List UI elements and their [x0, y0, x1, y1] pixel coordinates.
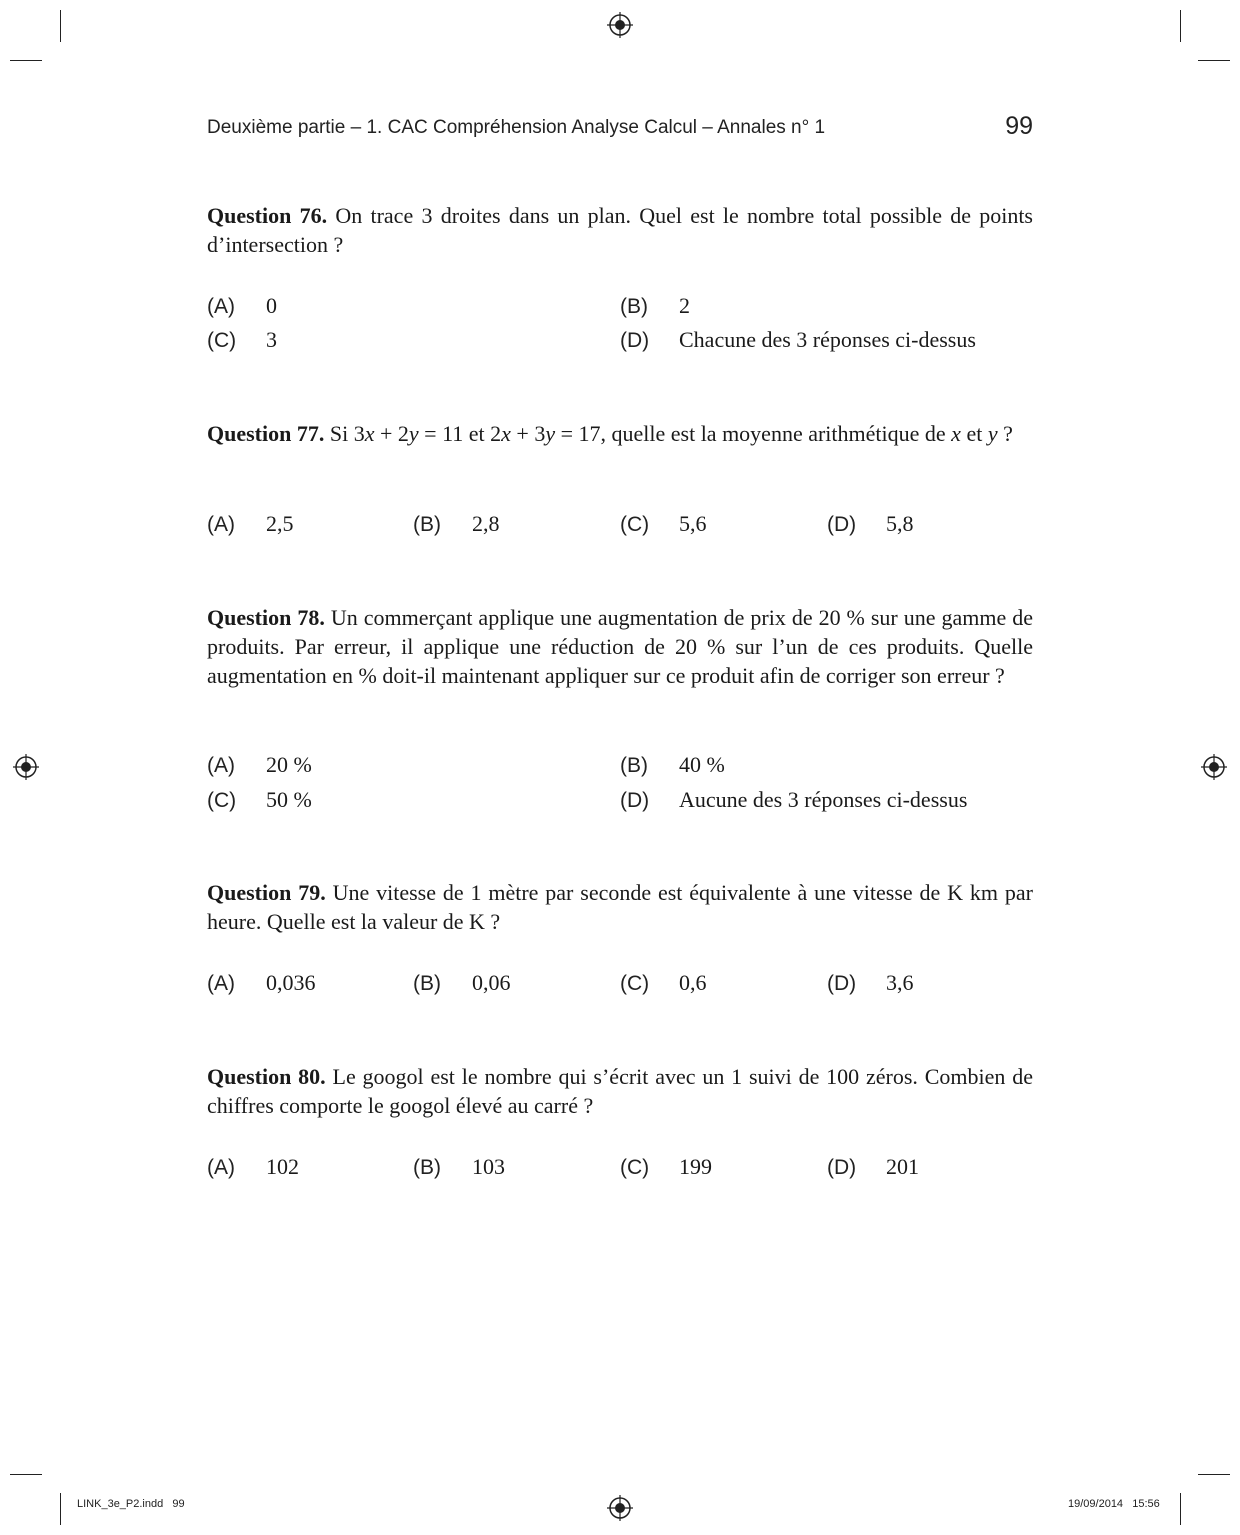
- option-c: [207, 327, 277, 353]
- option-c: [620, 970, 707, 996]
- option-b: [413, 970, 511, 996]
- question-body: On trace 3 droites dans un plan. Quel est le nombre total possible de points d’intersection ?: [207, 203, 1033, 257]
- question-body: Si 3x + 2y = 11 et 2x + 3y = 17, quelle est la moyenne arithmétique de x et y ?: [329, 421, 1013, 446]
- option-d: [827, 1154, 919, 1180]
- option-a: [207, 1154, 299, 1180]
- option-letter: (C): [207, 329, 237, 352]
- option-c: [207, 787, 312, 813]
- question-body: Un commerçant applique une augmentation de prix de 20 % sur une gamme de produits. Par erreur, il applique une réduction de 20 % sur l’un de ces produits. Quelle augmentation en % doit-il maintenant appliquer sur ce produit afin de corriger son erreur ?: [207, 605, 1034, 688]
- option-value: 2: [679, 293, 690, 318]
- option-b: [413, 1154, 505, 1180]
- option-letter: (B): [620, 295, 648, 318]
- crop-mark: [1180, 10, 1181, 42]
- running-head: [207, 112, 1033, 140]
- registration-mark-icon: [607, 12, 633, 38]
- option-letter: (B): [413, 972, 441, 995]
- option-value: 50 %: [266, 787, 312, 812]
- option-a: [207, 752, 312, 778]
- option-value: 3: [266, 327, 277, 352]
- crop-mark: [1198, 60, 1230, 61]
- question-label: Question 78.: [207, 605, 325, 630]
- option-letter: (B): [413, 1156, 441, 1179]
- option-value: 199: [679, 1154, 712, 1179]
- option-letter: (A): [207, 295, 235, 318]
- question-78-text: [207, 603, 1033, 690]
- option-d: [620, 327, 976, 353]
- option-letter: (C): [207, 789, 237, 812]
- option-d: [620, 787, 967, 813]
- option-letter: (D): [620, 329, 650, 352]
- option-value: 0,06: [472, 970, 511, 995]
- question-label: Question 76.: [207, 203, 328, 228]
- option-letter: (A): [207, 754, 235, 777]
- question-76-text: [207, 201, 1033, 259]
- option-a: [207, 970, 316, 996]
- option-letter: (A): [207, 513, 235, 536]
- crop-mark: [60, 10, 61, 42]
- option-value: 201: [886, 1154, 919, 1179]
- registration-mark-icon: [607, 1495, 633, 1521]
- option-value: 102: [266, 1154, 299, 1179]
- running-head-title: Deuxième partie – 1. CAC Compréhension Analyse Calcul – Annales n° 1: [207, 117, 826, 138]
- option-value: 0,6: [679, 970, 707, 995]
- option-value: 103: [472, 1154, 505, 1179]
- crop-mark: [10, 1474, 42, 1475]
- slug-datetime: 19/09/2014 15:56: [1068, 1498, 1160, 1510]
- option-letter: (B): [413, 513, 441, 536]
- page-number: 99: [1005, 112, 1033, 140]
- registration-mark-icon: [13, 754, 39, 780]
- option-value: 2,5: [266, 511, 294, 536]
- slug-filename: LINK_3e_P2.indd 99: [77, 1498, 185, 1510]
- option-letter: (D): [827, 1156, 857, 1179]
- option-d: [827, 511, 914, 537]
- option-value: 3,6: [886, 970, 914, 995]
- option-letter: (A): [207, 972, 235, 995]
- option-c: [620, 1154, 712, 1180]
- question-79-text: [207, 878, 1033, 936]
- option-letter: (B): [620, 754, 648, 777]
- option-letter: (C): [620, 1156, 650, 1179]
- question-label: Question 80.: [207, 1064, 326, 1089]
- option-letter: (C): [620, 513, 650, 536]
- option-d: [827, 970, 914, 996]
- option-value: Chacune des 3 réponses ci-dessus: [679, 327, 976, 352]
- option-value: 0: [266, 293, 277, 318]
- question-body: Le googol est le nombre qui s’écrit avec un 1 suivi de 100 zéros. Combien de chiffres comporte le googol élevé au carré ?: [207, 1064, 1033, 1118]
- option-b: [413, 511, 500, 537]
- option-c: [620, 511, 707, 537]
- option-b: [620, 293, 690, 319]
- option-value: 2,8: [472, 511, 500, 536]
- crop-mark: [1180, 1493, 1181, 1525]
- option-letter: (A): [207, 1156, 235, 1179]
- option-letter: (D): [827, 513, 857, 536]
- option-letter: (D): [620, 789, 650, 812]
- crop-mark: [10, 60, 42, 61]
- crop-mark: [1198, 1474, 1230, 1475]
- crop-mark: [60, 1493, 61, 1525]
- option-a: [207, 293, 277, 319]
- option-value: 40 %: [679, 752, 725, 777]
- option-a: [207, 511, 294, 537]
- option-value: 5,8: [886, 511, 914, 536]
- option-b: [620, 752, 725, 778]
- question-body: Une vitesse de 1 mètre par seconde est équivalente à une vitesse de K km par heure. Quelle est la valeur de K ?: [207, 880, 1033, 934]
- option-letter: (D): [827, 972, 857, 995]
- question-label: Question 79.: [207, 880, 326, 905]
- registration-mark-icon: [1201, 754, 1227, 780]
- question-80-text: [207, 1062, 1033, 1120]
- option-letter: (C): [620, 972, 650, 995]
- option-value: 20 %: [266, 752, 312, 777]
- question-77-text: [207, 419, 1033, 448]
- option-value: 0,036: [266, 970, 316, 995]
- question-label: Question 77.: [207, 421, 325, 446]
- option-value: 5,6: [679, 511, 707, 536]
- option-value: Aucune des 3 réponses ci-dessus: [679, 787, 968, 812]
